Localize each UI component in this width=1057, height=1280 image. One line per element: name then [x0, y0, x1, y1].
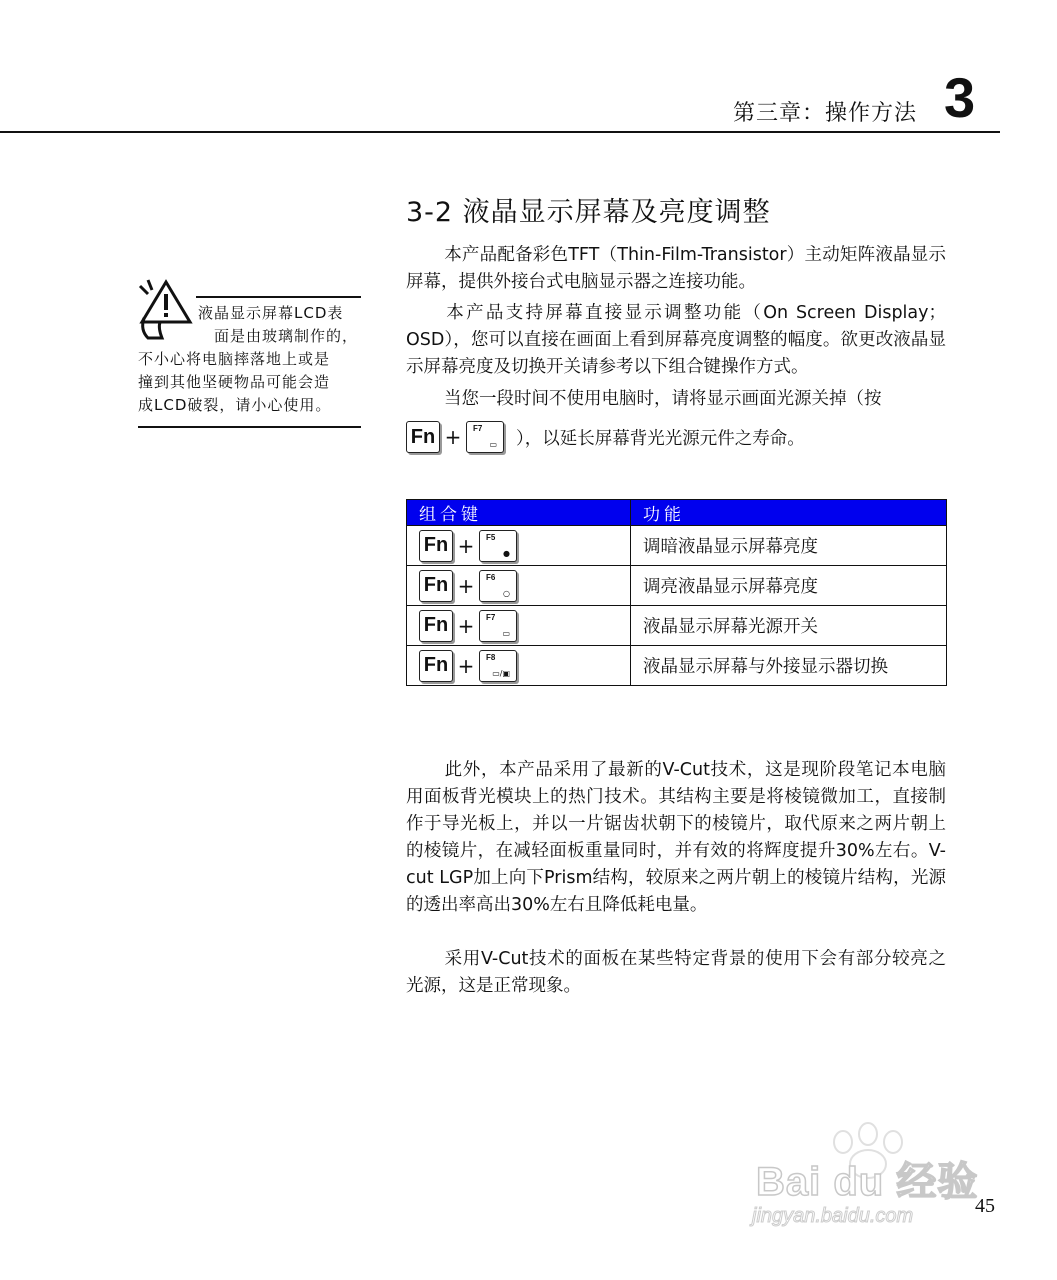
table-row — [407, 566, 947, 606]
watermark-url: jingyan.baidu.com — [752, 1205, 914, 1227]
f5-key-label: F5 — [486, 532, 496, 542]
section-title: 3-2 液晶显示屏幕及亮度调整 — [406, 197, 771, 228]
paragraph-1-text: 本产品配备彩色TFT（Thin-Film-Transistor）主动矩阵液晶显示屏幕，提供外接台式电脑显示器之连接功能。 — [406, 245, 946, 292]
lcd-toggle-icon: ▭ — [502, 628, 510, 638]
paragraph-5-text: 采用V-Cut技术的面板在某些特定背景的使用下会有部分较亮之光源，这是正常现象。 — [406, 949, 946, 996]
f8-key — [479, 650, 517, 682]
f8-key-label: F8 — [486, 652, 496, 662]
fn-key: Fn — [419, 610, 453, 642]
header-rule — [0, 131, 1000, 133]
table-row — [407, 606, 947, 646]
plus-sign: + — [457, 533, 475, 558]
table-row — [407, 646, 947, 686]
brightness-up-icon: ○ — [503, 588, 510, 598]
table-cell-function: 液晶显示屏幕与外接显示器切换 — [631, 646, 947, 686]
f6-key — [479, 570, 517, 602]
paragraph-4-text: 此外，本产品采用了最新的V-Cut技术，这是现阶段笔记本电脑用面板背光模块上的热门技术。其结构主要是将棱镜微加工，直接制作于导光板上，并以一片锯齿状朝下的棱镜片，取代原来之两片朝上的棱镜片，在减轻面板重量同时，并有效的将辉度提升30%左右。V-cut LGP加上向下Prism结构，较原来之两片朝上的棱镜片结构，光源的透出率高出30%左右且降低耗电量。 — [406, 760, 946, 915]
warning-hand-icon — [138, 278, 194, 342]
watermark-text: Bai du 经验 — [756, 1160, 979, 1204]
f5-key — [479, 530, 517, 562]
table-row — [407, 526, 947, 566]
note-line-1: 液晶显示屏幕LCD表 — [198, 304, 344, 322]
display-switch-icon: ▭/▣ — [492, 668, 510, 678]
plus-sign: + — [457, 653, 475, 678]
note-line-4: 撞到其他坚硬物品可能会造 — [138, 373, 331, 391]
f7-key-label: F7 — [473, 424, 483, 433]
table-cell-combo — [407, 566, 631, 606]
note-bottom-rule — [138, 426, 361, 428]
table-cell-combo — [407, 646, 631, 686]
note-top-rule — [196, 296, 361, 298]
plus-sign: + — [444, 425, 462, 449]
paragraph-3-end: ），以延长屏幕背光光源元件之寿命。 — [516, 428, 805, 449]
lcd-toggle-icon: ▭ — [489, 440, 497, 449]
fn-key: Fn — [419, 530, 453, 562]
paragraph-2-text: 本产品支持屏幕直接显示调整功能（On Screen Display；OSD），您可以直接在画面上看到屏幕亮度调整的幅度。欲更改液晶显示屏幕亮度及切换开关请参考以下组合键操作方式。 — [406, 303, 946, 377]
plus-sign: + — [457, 573, 475, 598]
page-number: 45 — [975, 1195, 995, 1217]
f6-key-label: F6 — [486, 572, 496, 582]
paragraph-4 — [406, 757, 946, 919]
plus-sign: + — [457, 613, 475, 638]
paragraph-3-text: 当您一段时间不使用电脑时，请将显示画面光源关掉（按 — [444, 389, 882, 409]
paragraph-1 — [406, 242, 946, 296]
table-header-combo: 组合键 — [407, 500, 631, 526]
f7-key-label: F7 — [486, 612, 496, 622]
paragraph-3 — [406, 386, 946, 413]
fn-key: Fn — [419, 650, 453, 682]
f7-key — [479, 610, 517, 642]
chapter-number: 3 — [944, 66, 976, 129]
brightness-down-icon: ● — [503, 548, 510, 558]
table-cell-combo — [407, 526, 631, 566]
fn-key: Fn — [419, 570, 453, 602]
table-cell-function: 调亮液晶显示屏幕亮度 — [631, 566, 947, 606]
f7-key — [466, 421, 504, 453]
table-cell-function: 调暗液晶显示屏幕亮度 — [631, 526, 947, 566]
note-line-5: 成LCD破裂，请小心使用。 — [138, 396, 332, 414]
paragraph-2 — [406, 300, 946, 381]
key-combo-table — [406, 499, 947, 686]
paragraph-5 — [406, 946, 946, 1000]
table-header-row — [407, 500, 947, 526]
note-line-2: 面是由玻璃制作的， — [214, 327, 359, 345]
fn-key: Fn — [406, 421, 440, 453]
table-cell-function: 液晶显示屏幕光源开关 — [631, 606, 947, 646]
table-cell-combo — [407, 606, 631, 646]
backlight-key-combo — [406, 418, 805, 456]
note-line-3: 不小心将电脑摔落地上或是 — [138, 350, 331, 368]
table-header-function: 功能 — [631, 500, 947, 526]
chapter-title: 第三章：操作方法 — [732, 101, 917, 126]
